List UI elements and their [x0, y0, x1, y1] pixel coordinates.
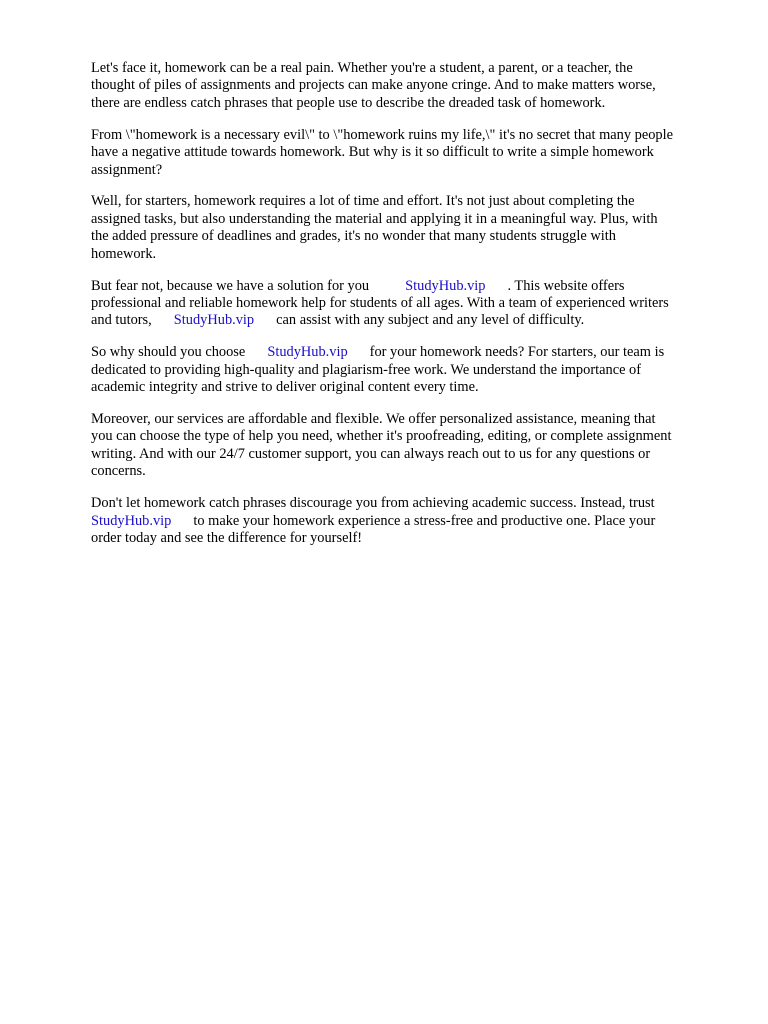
- text-line: Let's face it, homework can be a real pain. Whether you're a student, a parent, or a teacher, the: [91, 60, 633, 76]
- studyhub-link[interactable]: StudyHub.vip: [405, 277, 486, 294]
- paragraph-why-choose: [91, 344, 731, 396]
- text-line: you can choose the type of help you need, whether it's proofreading, editing, or complete assignment: [91, 428, 672, 445]
- text-segment: for your homework needs? For starters, our team is: [369, 344, 665, 361]
- studyhub-link[interactable]: StudyHub.vip: [173, 312, 255, 329]
- text-segment: . This website offers: [507, 277, 625, 294]
- text-line: [91, 312, 731, 329]
- paragraph-closing: [91, 495, 731, 547]
- text-line: Don't let homework catch phrases discourage you from achieving academic success. Instead, trust: [91, 495, 655, 512]
- text-segment: But fear not, because we have a solution for you: [91, 277, 370, 294]
- text-line: Moreover, our services are affordable and flexible. We offer personalized assistance, meaning that: [91, 411, 656, 427]
- text-line: academic integrity and strive to deliver original content every time.: [91, 379, 479, 396]
- text-line: [91, 513, 731, 530]
- studyhub-link[interactable]: StudyHub.vip: [267, 344, 348, 361]
- paragraph-effort: [91, 193, 731, 263]
- text-line: writing. And with our 24/7 customer support, you can always reach out to us for any questions or: [91, 445, 651, 462]
- text-line: From \"homework is a necessary evil\" to \"homework ruins my life,\" it's no secret that many people: [91, 126, 674, 143]
- text-line: the added pressure of deadlines and grades, it's no wonder that many students struggle with: [91, 228, 616, 245]
- text-line: have a negative attitude towards homework. But why is it so difficult to write a simple homework: [91, 144, 654, 161]
- paragraph-solution: [91, 278, 731, 330]
- paragraph-intro: [91, 60, 731, 112]
- text-segment: So why should you choose: [91, 344, 246, 361]
- text-line: there are endless catch phrases that people use to describe the dreaded task of homework.: [91, 94, 606, 111]
- text-line: [91, 344, 731, 361]
- text-line: homework.: [91, 245, 157, 262]
- paragraph-affordable: [91, 411, 731, 481]
- text-segment: can assist with any subject and any level of difficulty.: [276, 312, 585, 329]
- paragraph-attitude: [91, 127, 731, 179]
- text-line: concerns.: [91, 463, 146, 480]
- text-line: assigned tasks, but also understanding the material and applying it in a meaningful way. Plus, with: [91, 210, 658, 227]
- studyhub-link[interactable]: StudyHub.vip: [91, 512, 172, 529]
- text-line: Well, for starters, homework requires a lot of time and effort. It's not just about completing the: [91, 193, 635, 210]
- text-line: thought of piles of assignments and projects can make anyone cringe. And to make matters worse,: [91, 77, 656, 94]
- text-segment: to make your homework experience a stress-free and productive one. Place your: [193, 512, 656, 529]
- text-line: assignment?: [91, 161, 163, 178]
- text-line: professional and reliable homework help for students of all ages. With a team of experienced writers: [91, 294, 669, 311]
- text-line: [91, 278, 731, 295]
- text-line: order today and see the difference for yourself!: [91, 529, 363, 546]
- text-line: dedicated to providing high-quality and plagiarism-free work. We understand the importance of: [91, 361, 642, 378]
- document-page: [91, 60, 731, 562]
- text-segment: and tutors,: [91, 312, 152, 329]
